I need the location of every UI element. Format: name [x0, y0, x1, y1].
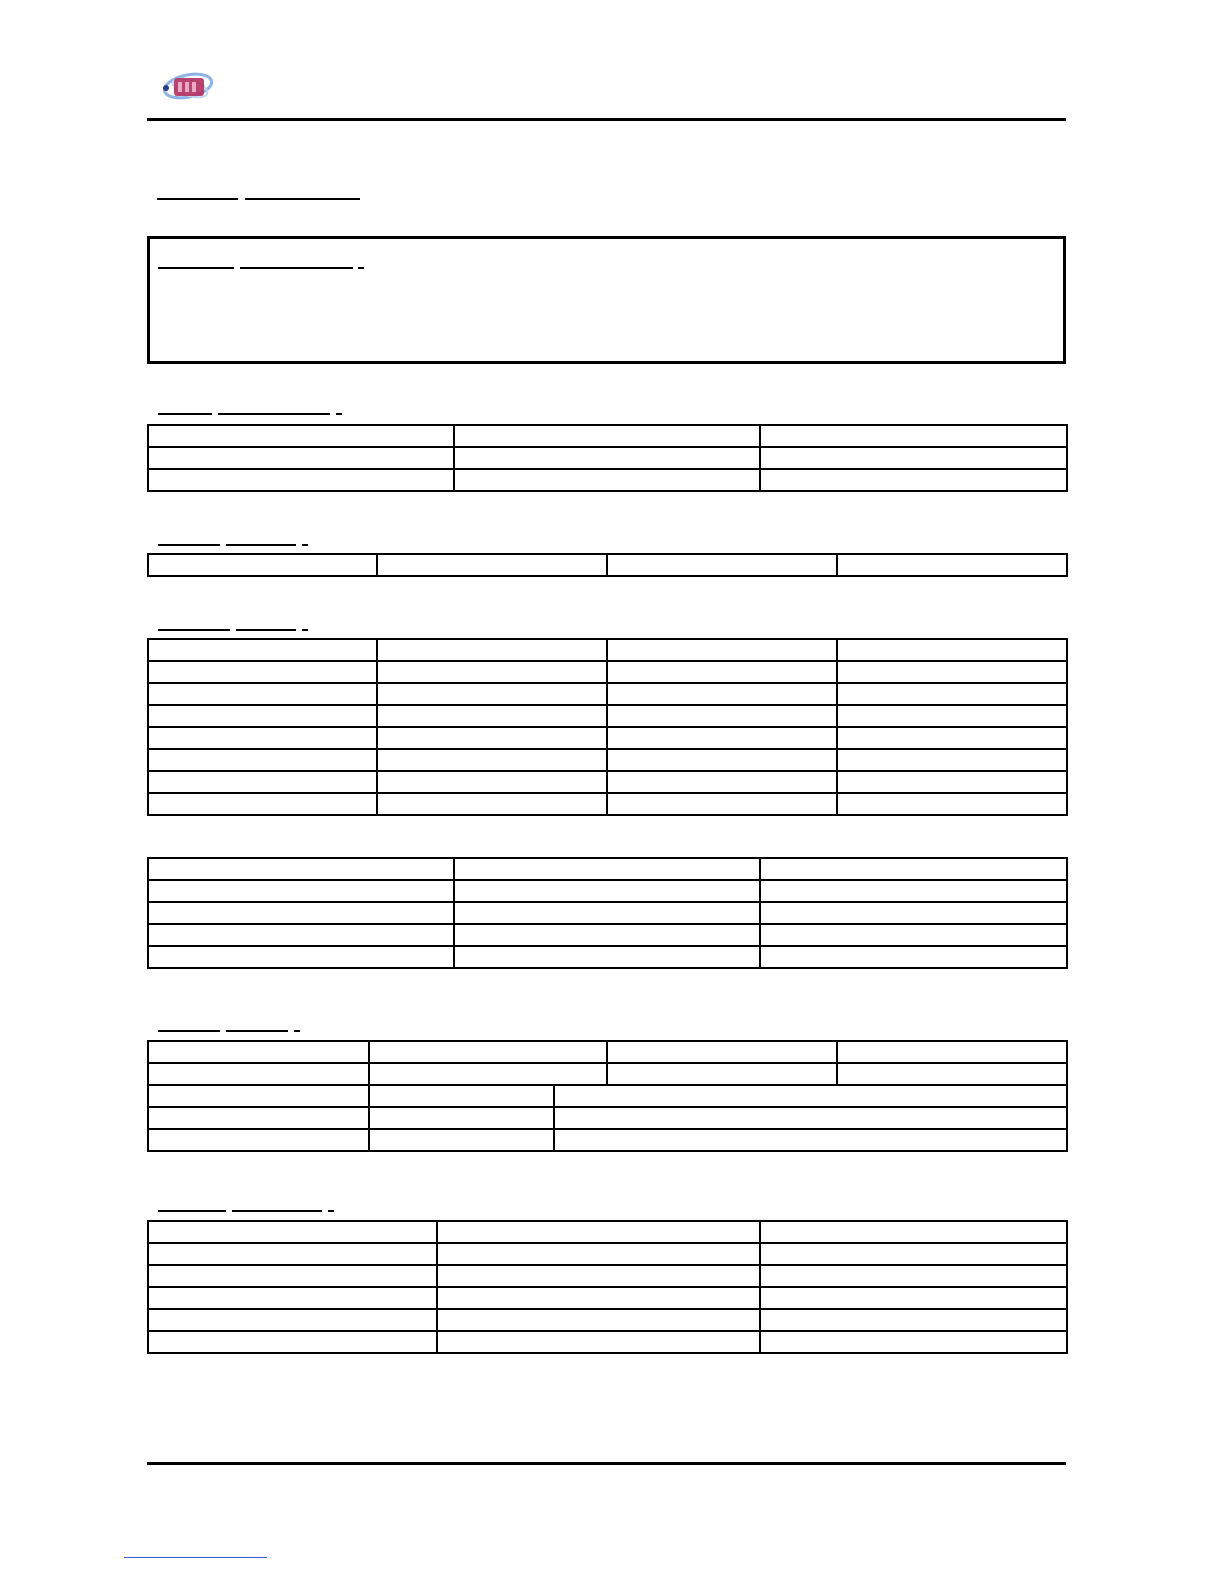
- table-cell: [377, 727, 607, 749]
- footer-link-underline[interactable]: [124, 1557, 267, 1558]
- section-3-label: [236, 629, 296, 631]
- form-box-heading-underline: [240, 267, 353, 269]
- table-cell: [369, 1107, 554, 1129]
- table-cell: [148, 639, 377, 661]
- table-row: [148, 1107, 1067, 1129]
- section-1-label: [218, 413, 330, 415]
- table-cell: [837, 683, 1067, 705]
- table-cell: [148, 1107, 369, 1129]
- table-cell: [148, 749, 377, 771]
- section-3-label: [158, 629, 230, 631]
- table-cell: [607, 639, 837, 661]
- table-cell: [760, 447, 1067, 469]
- table-row: [148, 447, 1067, 469]
- section-4-label: [226, 1030, 288, 1032]
- table-cell: [760, 1287, 1067, 1309]
- table-3: [147, 638, 1068, 816]
- table-cell: [148, 924, 454, 946]
- table-cell: [148, 902, 454, 924]
- section-1-label: [158, 413, 212, 415]
- table-row: [148, 683, 1067, 705]
- table-cell: [760, 1331, 1067, 1353]
- table-row: [148, 639, 1067, 661]
- table-cell: [760, 858, 1067, 880]
- table-row: [148, 661, 1067, 683]
- table-cell: [148, 727, 377, 749]
- table-5: [147, 1040, 1068, 1152]
- form-box-heading-underline: [158, 267, 234, 269]
- table-cell: [148, 946, 454, 968]
- table-cell: [437, 1243, 760, 1265]
- table-cell: [607, 793, 837, 815]
- document-title-underline: [245, 198, 360, 200]
- table-cell: [377, 749, 607, 771]
- table-cell: [148, 1265, 437, 1287]
- section-1-label: [336, 413, 342, 415]
- table-cell: [607, 727, 837, 749]
- table-cell: [148, 1331, 437, 1353]
- table-4: [147, 857, 1068, 969]
- table-cell: [148, 661, 377, 683]
- table-cell: [148, 554, 377, 576]
- table-cell: [454, 902, 760, 924]
- table-cell: [760, 946, 1067, 968]
- table-cell: [377, 771, 607, 793]
- table-cell: [837, 639, 1067, 661]
- form-box-heading-underline: [358, 267, 364, 269]
- table-1: [147, 424, 1068, 492]
- table-cell: [148, 1309, 437, 1331]
- section-4-label: [158, 1030, 220, 1032]
- table-cell: [369, 1041, 607, 1063]
- table-row: [148, 554, 1067, 576]
- table-cell: [607, 1063, 837, 1085]
- table-cell: [148, 1041, 369, 1063]
- table-row: [148, 771, 1067, 793]
- table-cell: [554, 1129, 1067, 1151]
- table-cell: [837, 749, 1067, 771]
- table-cell: [760, 1243, 1067, 1265]
- table-cell: [837, 727, 1067, 749]
- section-3-label: [302, 629, 308, 631]
- table-cell: [148, 1243, 437, 1265]
- table-cell: [607, 554, 837, 576]
- table-row: [148, 1063, 1067, 1085]
- table-cell: [148, 683, 377, 705]
- table-cell: [148, 771, 377, 793]
- conference-logo-icon: [158, 64, 218, 110]
- table-cell: [148, 447, 454, 469]
- form-box: [147, 236, 1066, 364]
- table-cell: [760, 880, 1067, 902]
- table-cell: [148, 1063, 369, 1085]
- section-2-label: [226, 544, 296, 546]
- table-cell: [607, 705, 837, 727]
- document-title-underline: [157, 198, 238, 200]
- table-row: [148, 793, 1067, 815]
- table-cell: [148, 858, 454, 880]
- table-row: [148, 1243, 1067, 1265]
- table-cell: [837, 554, 1067, 576]
- table-cell: [148, 425, 454, 447]
- table-cell: [454, 924, 760, 946]
- table-cell: [148, 705, 377, 727]
- table-cell: [437, 1331, 760, 1353]
- table-cell: [760, 425, 1067, 447]
- table-cell: [369, 1085, 554, 1107]
- table-row: [148, 705, 1067, 727]
- table-cell: [437, 1309, 760, 1331]
- table-cell: [148, 1221, 437, 1243]
- table-cell: [837, 705, 1067, 727]
- table-row: [148, 1287, 1067, 1309]
- table-cell: [760, 1221, 1067, 1243]
- section-5-label: [232, 1210, 322, 1212]
- table-row: [148, 425, 1067, 447]
- table-cell: [837, 661, 1067, 683]
- table-cell: [554, 1085, 1067, 1107]
- table-row: [148, 1041, 1067, 1063]
- table-row: [148, 1085, 1067, 1107]
- table-row: [148, 1129, 1067, 1151]
- section-4-label: [294, 1030, 300, 1032]
- table-cell: [760, 1309, 1067, 1331]
- table-row: [148, 749, 1067, 771]
- table-cell: [454, 447, 760, 469]
- table-cell: [377, 683, 607, 705]
- table-6: [147, 1220, 1068, 1354]
- header-rule: [147, 118, 1066, 121]
- table-row: [148, 1265, 1067, 1287]
- table-row: [148, 924, 1067, 946]
- table-cell: [837, 1063, 1067, 1085]
- table-cell: [454, 946, 760, 968]
- table-cell: [377, 661, 607, 683]
- table-cell: [837, 771, 1067, 793]
- table-cell: [454, 880, 760, 902]
- table-cell: [607, 683, 837, 705]
- table-row: [148, 946, 1067, 968]
- table-cell: [148, 469, 454, 491]
- table-cell: [607, 749, 837, 771]
- table-2: [147, 553, 1068, 577]
- table-cell: [760, 1265, 1067, 1287]
- table-cell: [148, 793, 377, 815]
- table-cell: [437, 1265, 760, 1287]
- table-row: [148, 880, 1067, 902]
- table-cell: [760, 902, 1067, 924]
- table-row: [148, 858, 1067, 880]
- table-cell: [437, 1287, 760, 1309]
- table-cell: [837, 1041, 1067, 1063]
- table-cell: [148, 1129, 369, 1151]
- table-cell: [437, 1221, 760, 1243]
- table-cell: [760, 469, 1067, 491]
- table-cell: [554, 1107, 1067, 1129]
- footer-rule: [147, 1462, 1066, 1465]
- table-cell: [607, 1041, 837, 1063]
- table-row: [148, 469, 1067, 491]
- table-cell: [454, 469, 760, 491]
- table-cell: [369, 1129, 554, 1151]
- table-cell: [837, 793, 1067, 815]
- table-cell: [760, 924, 1067, 946]
- table-cell: [607, 771, 837, 793]
- table-cell: [454, 425, 760, 447]
- table-cell: [148, 880, 454, 902]
- table-cell: [377, 705, 607, 727]
- table-cell: [377, 554, 607, 576]
- table-cell: [148, 1287, 437, 1309]
- table-row: [148, 902, 1067, 924]
- table-cell: [377, 639, 607, 661]
- table-row: [148, 1221, 1067, 1243]
- table-cell: [148, 1085, 369, 1107]
- table-row: [148, 1331, 1067, 1353]
- table-cell: [369, 1063, 607, 1085]
- table-cell: [607, 661, 837, 683]
- section-2-label: [302, 544, 308, 546]
- table-cell: [377, 793, 607, 815]
- table-row: [148, 1309, 1067, 1331]
- table-row: [148, 727, 1067, 749]
- table-cell: [454, 858, 760, 880]
- section-5-label: [158, 1210, 226, 1212]
- section-2-label: [158, 544, 220, 546]
- section-5-label: [328, 1210, 334, 1212]
